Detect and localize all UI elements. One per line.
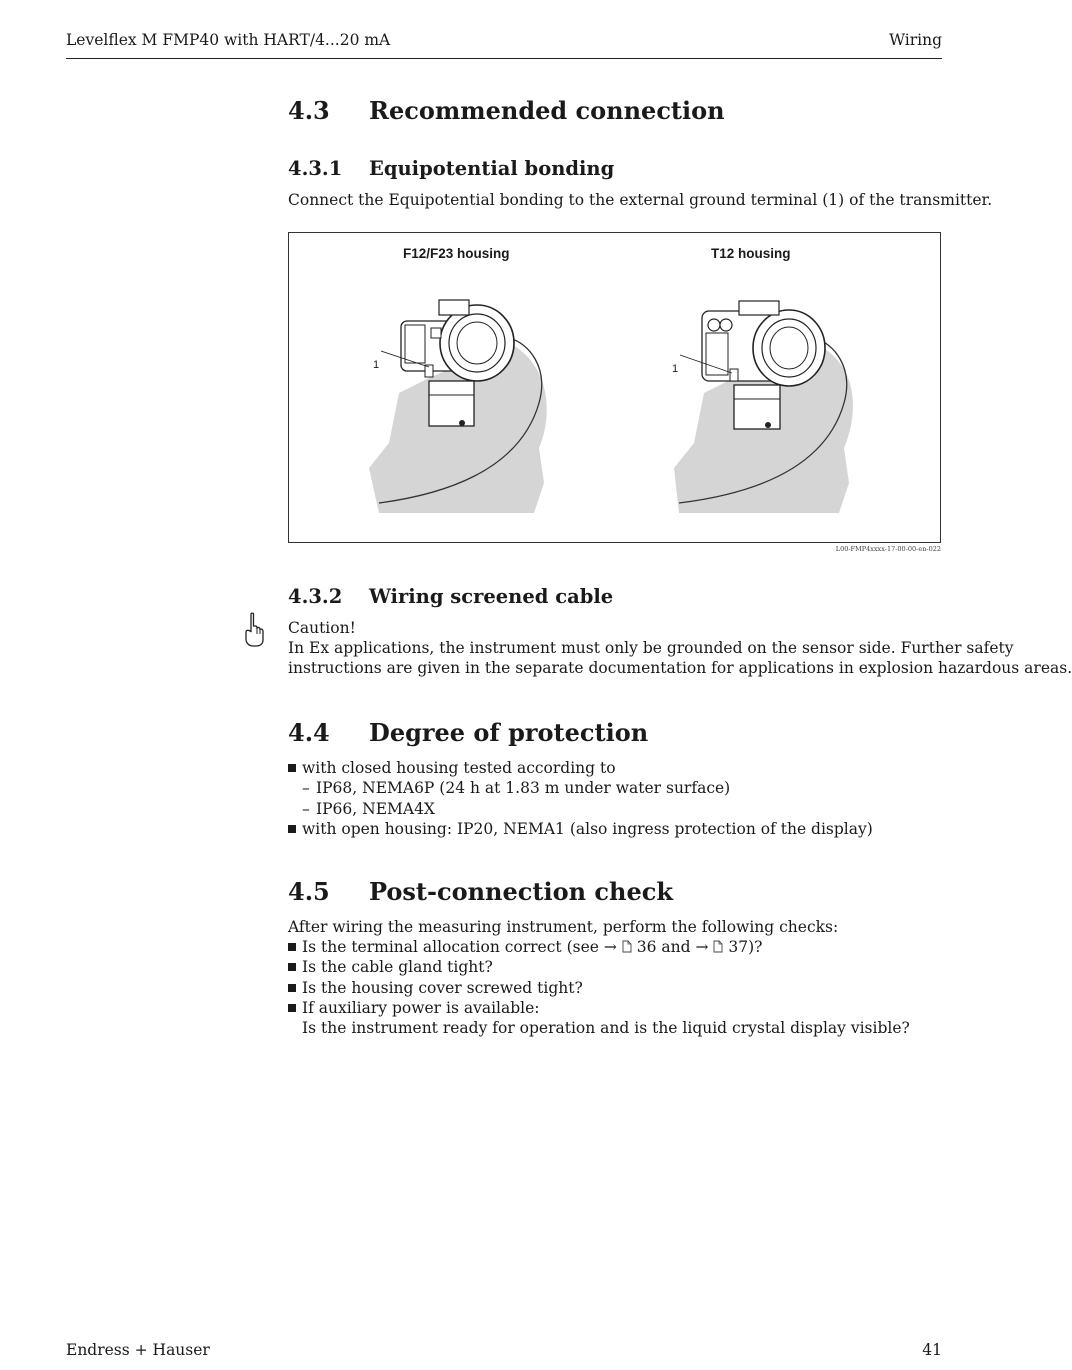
bullet-icon bbox=[288, 1004, 296, 1012]
section-number: 4.5 bbox=[288, 877, 330, 906]
t12-housing-illustration bbox=[664, 283, 874, 533]
section-title: Degree of protection bbox=[369, 718, 649, 747]
footer-company: Endress + Hauser bbox=[66, 1341, 210, 1359]
list-item-continuation: Is the instrument ready for operation and is the liquid crystal display visible? bbox=[302, 1019, 910, 1038]
bullet-icon bbox=[288, 943, 296, 951]
list-item: with closed housing tested according to bbox=[288, 758, 873, 778]
section-title: Equipotential bonding bbox=[369, 157, 615, 180]
protection-list bbox=[288, 758, 873, 839]
sub-list-item: – IP66, NEMA4X bbox=[302, 799, 435, 818]
page-reference-link[interactable]: 37)? bbox=[728, 938, 763, 956]
figure-id: L00-FMP4xxxx-17-00-00-en-022 bbox=[835, 545, 941, 553]
f12-housing-illustration bbox=[359, 283, 559, 533]
sub-list-item: – IP68, NEMA6P (24 h at 1.83 m under water surface) bbox=[302, 779, 731, 798]
figure-caption-right: T12 housing bbox=[711, 246, 791, 261]
bullet-icon bbox=[288, 984, 296, 992]
bullet-icon bbox=[288, 963, 296, 971]
header-document-title: Levelflex M FMP40 with HART/4...20 mA bbox=[66, 31, 391, 49]
section-number: 4.3.1 bbox=[288, 157, 343, 180]
bullet-icon bbox=[288, 764, 296, 772]
bullet-icon bbox=[288, 825, 296, 833]
section-4-4-heading bbox=[288, 718, 648, 747]
page-number: 41 bbox=[922, 1341, 942, 1359]
list-item: Is the terminal allocation correct (see → 36 and → 37)? bbox=[288, 937, 910, 957]
section-number: 4.3 bbox=[288, 96, 330, 125]
header-chapter: Wiring bbox=[889, 31, 942, 49]
list-item: with open housing: IP20, NEMA1 (also ingress protection of the display) bbox=[288, 819, 873, 839]
section-number: 4.3.2 bbox=[288, 585, 343, 608]
check-intro: After wiring the measuring instrument, perform the following checks: bbox=[288, 918, 839, 936]
caution-text-line-2: instructions are given in the separate documentation for applications in explosion hazardous areas. bbox=[288, 659, 1072, 677]
pointing-hand-icon bbox=[243, 612, 265, 648]
callout-ground-terminal-left: 1 bbox=[373, 359, 380, 371]
section-4-3-2-heading bbox=[288, 585, 613, 608]
arrow-right-icon: → bbox=[603, 938, 617, 956]
list-item: Is the cable gland tight? bbox=[288, 957, 910, 977]
section-title: Post-connection check bbox=[369, 877, 673, 906]
callout-ground-terminal-right: 1 bbox=[672, 363, 679, 375]
section-number: 4.4 bbox=[288, 718, 330, 747]
equipotential-text: Connect the Equipotential bonding to the external ground terminal (1) of the transmitter. bbox=[288, 191, 993, 209]
page-reference-icon bbox=[622, 940, 632, 953]
caution-label: Caution! bbox=[288, 619, 356, 637]
check-list bbox=[288, 937, 910, 1038]
section-4-3-heading bbox=[288, 96, 725, 125]
list-item: Is the housing cover screwed tight? bbox=[288, 978, 910, 998]
section-title: Wiring screened cable bbox=[369, 585, 614, 608]
arrow-right-icon: → bbox=[695, 938, 709, 956]
page-reference-link[interactable]: 36 and bbox=[636, 938, 691, 956]
section-4-3-1-heading bbox=[288, 157, 614, 180]
figure-caption-left: F12/F23 housing bbox=[403, 246, 510, 261]
section-title: Recommended connection bbox=[369, 96, 725, 125]
page-reference-icon bbox=[713, 940, 723, 953]
list-item: If auxiliary power is available: bbox=[288, 998, 910, 1018]
section-4-5-heading bbox=[288, 877, 673, 906]
caution-text-line-1: In Ex applications, the instrument must only be grounded on the sensor side. Further safety bbox=[288, 639, 1014, 657]
housing-figure bbox=[288, 232, 941, 543]
header-rule bbox=[66, 58, 942, 59]
